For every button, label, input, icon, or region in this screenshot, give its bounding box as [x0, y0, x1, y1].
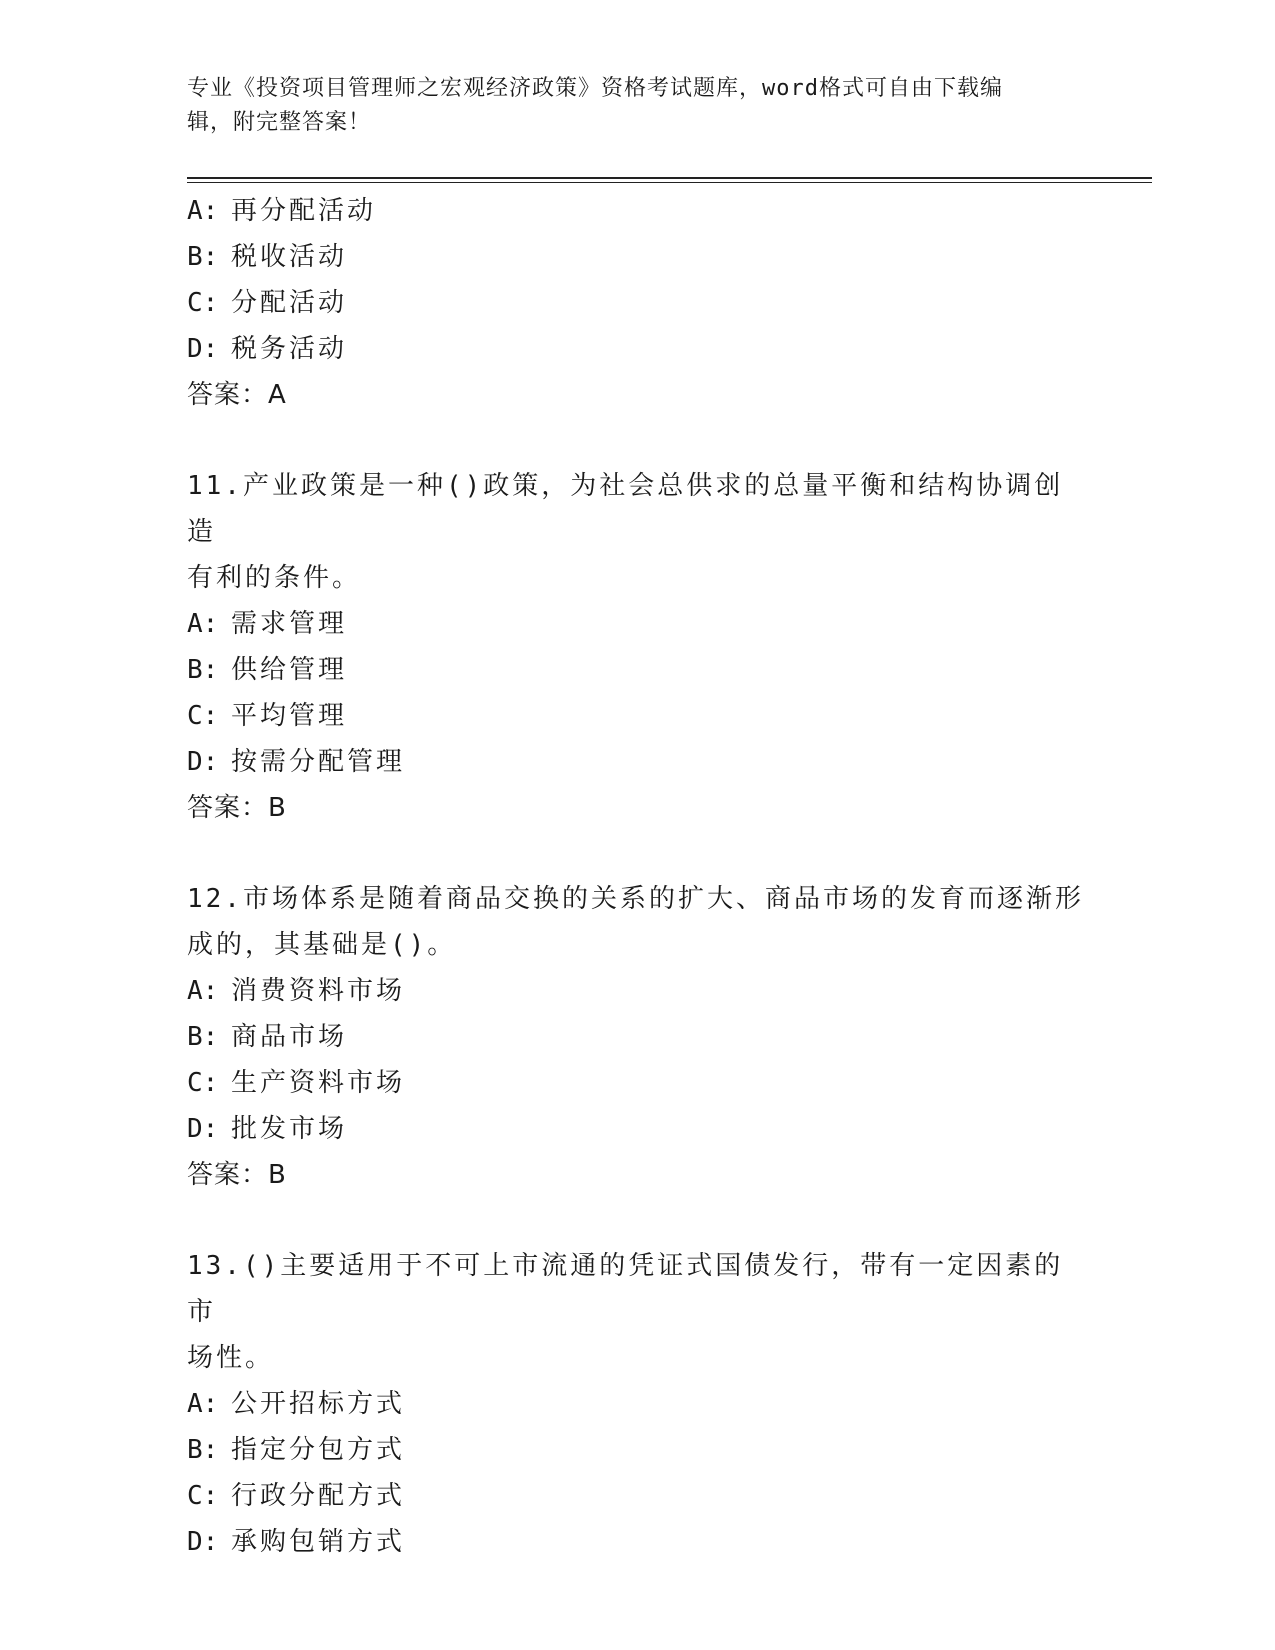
option-c: C: 生产资料市场 — [187, 1068, 406, 1098]
option-b: B: 供给管理 — [187, 655, 348, 685]
option-c: C: 行政分配方式 — [187, 1481, 406, 1511]
option-b: B: 商品市场 — [187, 1022, 348, 1052]
header-line-2: 辑，附完整答案！ — [187, 110, 372, 135]
question-12-block — [187, 876, 1087, 1198]
question-stem-line-2: 有利的条件。 — [187, 563, 362, 593]
option-c: C: 分配活动 — [187, 288, 348, 318]
option-b: B: 指定分包方式 — [187, 1435, 406, 1465]
document-header — [187, 72, 1087, 140]
option-d: D: 按需分配管理 — [187, 747, 406, 777]
spacer — [187, 831, 1087, 876]
option-a: A: 消费资料市场 — [187, 976, 406, 1006]
spacer — [187, 418, 1087, 463]
question-content — [187, 188, 1087, 1565]
option-a: A: 再分配活动 — [187, 196, 377, 226]
header-rule-thick — [187, 177, 1152, 179]
option-d: D: 税务活动 — [187, 334, 348, 364]
option-b: B: 税收活动 — [187, 242, 348, 272]
answer-line: 答案：A — [187, 380, 287, 410]
question-stem-line-2: 成的，其基础是()。 — [187, 930, 457, 960]
previous-question-block — [187, 188, 1087, 418]
question-stem-line-1: 11.产业政策是一种()政策，为社会总供求的总量平衡和结构协调创造 — [187, 471, 1064, 547]
header-line-1: 专业《投资项目管理师之宏观经济政策》资格考试题库，word格式可自由下载编 — [187, 76, 1003, 101]
option-d: D: 承购包销方式 — [187, 1527, 406, 1557]
question-stem-line-1: 13.()主要适用于不可上市流通的凭证式国债发行，带有一定因素的市 — [187, 1251, 1064, 1327]
option-a: A: 公开招标方式 — [187, 1389, 406, 1419]
question-stem-line-2: 场性。 — [187, 1343, 275, 1373]
question-stem-line-1: 12.市场体系是随着商品交换的关系的扩大、商品市场的发育而逐渐形 — [187, 884, 1084, 914]
option-d: D: 批发市场 — [187, 1114, 348, 1144]
option-a: A: 需求管理 — [187, 609, 348, 639]
question-13-block — [187, 1243, 1087, 1565]
option-c: C: 平均管理 — [187, 701, 348, 731]
question-11-block — [187, 463, 1087, 831]
header-rule-thin — [187, 182, 1152, 183]
answer-line: 答案：B — [187, 793, 287, 823]
spacer — [187, 1198, 1087, 1243]
answer-line: 答案：B — [187, 1160, 287, 1190]
